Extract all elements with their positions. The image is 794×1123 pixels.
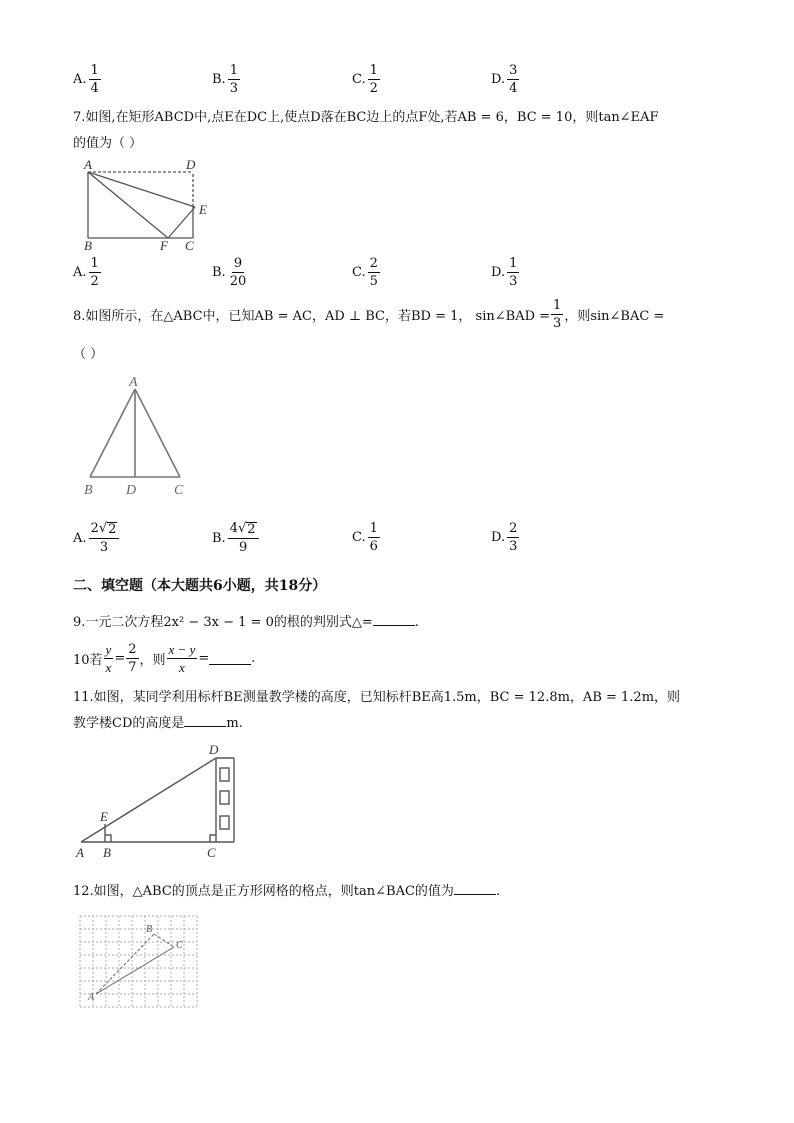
q11-sight-line [81, 758, 216, 842]
q11-label-c: C [207, 845, 216, 860]
q8-option-a: A. 2√ 2 3 [73, 522, 120, 554]
q12-answer-blank[interactable] [454, 882, 496, 895]
q11-answer-blank[interactable] [184, 714, 226, 727]
q8-side-ac [135, 389, 180, 477]
q8-label-a: A [129, 375, 138, 390]
q8-label-d: D [126, 483, 137, 498]
q8-question-line2: （ ） [73, 347, 104, 362]
q11-right-angle-b [105, 835, 111, 842]
q10-question: 10若 $\frac{y}{x}$ = $\frac{2}{7}$ ，则 $\frac{x - y}{x}$ = . [73, 642, 256, 675]
q8-question-line1: 8.如图所示，在△ABC中，已知AB = AC，AD ⊥ BC，若BD = 1， sin∠BAD = $\frac{1}{3}$ ，则sin∠BAC = [73, 298, 665, 331]
q7-figure [80, 152, 230, 252]
q7-label-f: F [160, 238, 168, 253]
q12-label-c: C [176, 940, 183, 951]
q7-line-ae [88, 172, 195, 207]
q8-figure [80, 372, 200, 502]
q8-option-b: B. 4√ 2 9 [212, 522, 260, 554]
section-title-fill-in: 二、填空题（本大题共6小题，共18分） [73, 578, 327, 594]
q12-label-b: B [146, 924, 153, 935]
q6-option-b: B. $\frac{1}{3}$ [212, 63, 238, 96]
q7-label-d: D [186, 157, 196, 172]
q9-answer-blank[interactable] [373, 613, 415, 626]
q11-label-e: E [100, 809, 108, 824]
q8-label-b: B [84, 483, 93, 498]
q7-option-a: A. $\frac{1}{2}$ [73, 256, 99, 289]
q8-option-d: D. $\frac{2}{3}$ [491, 521, 518, 554]
q8-option-c: C. $\frac{1}{6}$ [352, 521, 378, 554]
q11-figure [76, 740, 246, 865]
q7-label-e: E [199, 202, 207, 217]
q7-question-line1: 7.如图,在矩形ABCD中,点E在DC上,使点D落在BC边上的点F处,若AB = 6，BC = 10，则tan∠EAF [73, 110, 659, 125]
q6-option-c: C. $\frac{1}{2}$ [352, 63, 378, 96]
q7-option-d: D. $\frac{1}{3}$ [491, 256, 518, 289]
q11-right-angle-c [210, 835, 216, 842]
q12-label-a: A [88, 992, 95, 1003]
q7-label-a: A [84, 157, 92, 172]
q8-side-ab [90, 389, 135, 477]
q7-label-c: C [185, 238, 194, 253]
q7-question-line2: 的值为（ ） [73, 136, 143, 151]
q12-figure [76, 910, 206, 1016]
q7-option-b: B. $\frac{9}{20}$ [212, 256, 247, 289]
q11-label-d: D [209, 742, 219, 757]
q6-option-d: D. $\frac{3}{4}$ [491, 63, 518, 96]
q10-answer-blank[interactable] [209, 652, 251, 665]
q11-window-3 [220, 816, 229, 829]
q9-question: 9.一元二次方程2x² − 3x − 1 = 0的根的判别式△= . [73, 615, 419, 630]
q7-line-fe [168, 207, 195, 238]
q6-option-a: A. $\frac{1}{4}$ [73, 63, 99, 96]
q7-line-af [88, 172, 168, 238]
q11-window-2 [220, 791, 229, 804]
q11-question-line1: 11.如图，某同学利用标杆BE测量教学楼的高度，已知标杆BE高1.5m，BC = 12.8m，AB = 1.2m，则 [73, 690, 681, 705]
q7-option-c: C. $\frac{2}{5}$ [352, 256, 378, 289]
q8-label-c: C [174, 483, 184, 498]
q11-label-b: B [103, 845, 111, 860]
q11-question-line2: 教学楼CD的高度是 m. [73, 716, 243, 731]
q12-question: 12.如图，△ABC的顶点是正方形网格的格点，则tan∠BAC的值为 . [73, 884, 501, 899]
q11-label-a: A [76, 845, 84, 860]
q7-label-b: B [84, 238, 92, 253]
q11-window-1 [220, 768, 229, 781]
